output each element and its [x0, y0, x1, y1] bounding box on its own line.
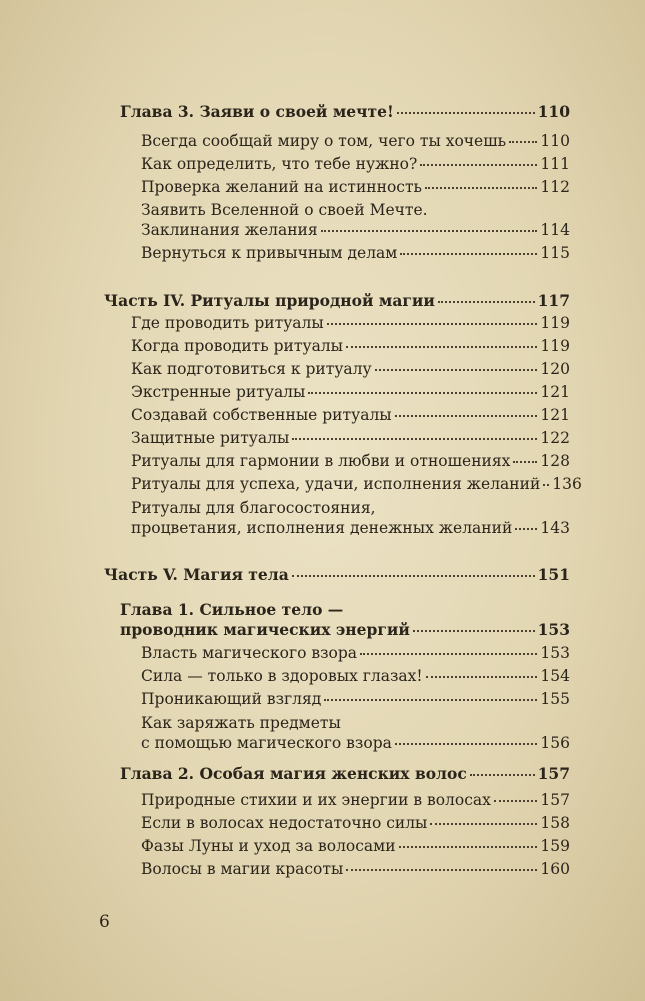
toc-entry-chapter-1 — [120, 618, 570, 641]
toc-entry-chapter-3 — [120, 100, 570, 123]
leader-dots — [430, 823, 537, 825]
toc-entry-title: Где проводить ритуалы — [131, 314, 324, 332]
toc-entry-part-5 — [104, 563, 570, 586]
toc-entry-page: 159 — [540, 837, 570, 855]
leader-dots — [292, 575, 535, 577]
toc-entry-title: Защитные ритуалы — [131, 429, 290, 447]
toc-entry-chapter-2 — [120, 762, 570, 785]
toc-entry-page: 111 — [540, 155, 570, 173]
leader-dots — [321, 230, 538, 232]
leader-dots — [308, 392, 537, 394]
leader-dots — [420, 164, 537, 166]
toc-entry-title: Ритуалы для гармонии в любви и отношениях — [131, 452, 511, 470]
toc-entry-title: процветания, исполнения денежных желаний — [131, 519, 513, 537]
toc-entry — [131, 358, 570, 381]
toc-entry-line1: Заявить Вселенной о своей Мечте. — [141, 201, 428, 219]
toc-entry-title: Часть IV. Ритуалы природной магии — [104, 291, 435, 310]
leader-dots — [438, 301, 535, 303]
toc-entry-page: 153 — [540, 644, 570, 662]
toc-entry-title: Глава 3. Заяви о своей мечте! — [120, 102, 394, 121]
toc-entry-page: 154 — [540, 667, 570, 685]
toc-entry-title: Всегда сообщай миру о том, чего ты хочешь — [141, 132, 507, 150]
toc-entry-page: 160 — [540, 860, 570, 878]
leader-dots — [470, 774, 535, 776]
toc-entry — [141, 176, 570, 199]
toc-entry-page: 110 — [540, 132, 570, 150]
toc-entry — [131, 381, 570, 404]
toc-entry-page: 157 — [537, 764, 570, 783]
toc-entry — [141, 688, 570, 711]
toc-entry-title: Сила — только в здоровых глазах! — [141, 667, 423, 685]
leader-dots — [395, 743, 538, 745]
toc-entry-page: 112 — [540, 178, 570, 196]
toc-entry-title: Экстренные ритуалы — [131, 383, 306, 401]
toc-entry-page: 120 — [540, 360, 570, 378]
leader-dots — [413, 630, 535, 632]
toc-entry — [131, 517, 570, 540]
toc-entry-title: Ритуалы для успеха, удачи, исполнения желаний — [131, 475, 541, 493]
leader-dots — [515, 528, 537, 530]
toc-entry-title: Глава 2. Особая магия женских волос — [120, 764, 467, 783]
toc-entry-page: 128 — [540, 452, 570, 470]
leader-dots — [327, 323, 538, 325]
toc-entry-line1: Глава 1. Сильное тело — — [120, 600, 344, 619]
toc-entry — [141, 642, 570, 665]
toc-entry-page: 110 — [537, 102, 570, 121]
toc-entry — [131, 404, 570, 427]
toc-entry-title: Если в волосах недостаточно силы — [141, 814, 428, 832]
leader-dots — [513, 461, 537, 463]
toc-entry-page: 158 — [540, 814, 570, 832]
toc-entry-line1: Ритуалы для благосостояния, — [131, 499, 376, 517]
toc-entry-page: 155 — [540, 690, 570, 708]
toc-entry — [141, 130, 570, 153]
toc-entry-page: 136 — [552, 475, 582, 493]
leader-dots — [375, 369, 538, 371]
toc-entry — [141, 858, 570, 881]
toc-entry-page: 156 — [540, 734, 570, 752]
toc-entry-title: Волосы в магии красоты — [141, 860, 344, 878]
leader-dots — [324, 699, 537, 701]
leader-dots — [395, 415, 538, 417]
leader-dots — [425, 187, 537, 189]
leader-dots — [509, 141, 537, 143]
toc-entry-line1: Как заряжать предметы — [141, 714, 341, 732]
toc-entry-title: с помощью магического взора — [141, 734, 392, 752]
toc-entry — [131, 427, 570, 450]
toc-entry-page: 143 — [540, 519, 570, 537]
toc-entry-title: Природные стихии и их энергии в волосах — [141, 791, 491, 809]
toc-entry-title: Создавай собственные ритуалы — [131, 406, 392, 424]
toc-entry-page: 153 — [537, 620, 570, 639]
toc-entry — [131, 450, 570, 473]
toc-entry-part-4 — [104, 289, 570, 312]
page-number: 6 — [99, 912, 110, 932]
toc-entry-title: Когда проводить ритуалы — [131, 337, 343, 355]
toc-entry-title: Власть магического взора — [141, 644, 358, 662]
toc-entry-page: 117 — [537, 291, 570, 310]
toc-entry — [141, 732, 570, 755]
toc-entry — [141, 153, 570, 176]
toc-entry-title: проводник магических энергий — [120, 620, 410, 639]
leader-dots — [543, 484, 549, 486]
toc-entry-page: 119 — [540, 337, 570, 355]
toc-entry — [141, 219, 570, 242]
toc-entry — [141, 835, 570, 858]
toc-entry-title: Как подготовиться к ритуалу — [131, 360, 372, 378]
toc-entry-title: Заклинания желания — [141, 221, 318, 239]
toc-entry — [141, 242, 570, 265]
leader-dots — [346, 346, 537, 348]
toc-entry-title: Вернуться к привычным делам — [141, 244, 398, 262]
toc-entry-page: 119 — [540, 314, 570, 332]
toc-entry-title: Проникающий взгляд — [141, 690, 322, 708]
toc-entry — [141, 789, 570, 812]
leader-dots — [426, 676, 538, 678]
toc-entry — [141, 812, 570, 835]
toc-entry — [131, 473, 582, 496]
leader-dots — [292, 438, 537, 440]
leader-dots — [360, 653, 537, 655]
toc-entry-title: Как определить, что тебе нужно? — [141, 155, 418, 173]
toc-entry-page: 115 — [540, 244, 570, 262]
toc-entry-page: 114 — [540, 221, 570, 239]
toc-entry-title: Часть V. Магия тела — [104, 565, 289, 584]
toc-entry-page: 157 — [540, 791, 570, 809]
toc-entry-title: Проверка желаний на истинность — [141, 178, 422, 196]
toc-entry-page: 151 — [537, 565, 570, 584]
toc-entry — [141, 665, 570, 688]
toc-entry — [131, 335, 570, 358]
toc-entry — [131, 312, 570, 335]
toc-entry-title: Фазы Луны и уход за волосами — [141, 837, 396, 855]
toc-entry-page: 121 — [540, 406, 570, 424]
leader-dots — [397, 112, 535, 114]
leader-dots — [399, 846, 538, 848]
toc-entry-page: 121 — [540, 383, 570, 401]
leader-dots — [400, 253, 537, 255]
leader-dots — [494, 800, 538, 802]
leader-dots — [346, 869, 537, 871]
toc-entry-page: 122 — [540, 429, 570, 447]
